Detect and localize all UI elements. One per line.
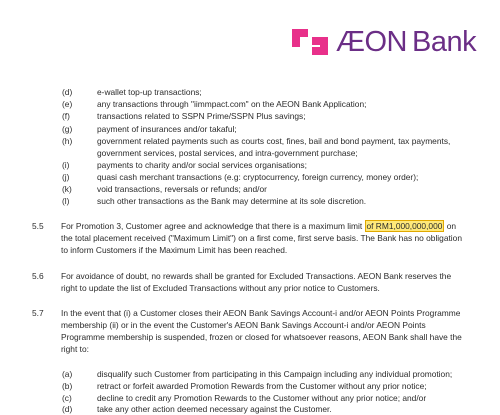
list-item-text: retract or forfeit awarded Promotion Rewards from the Customer without any prior notice; [97, 381, 427, 391]
highlighted-limit: of RM1,000,000,000 [366, 221, 443, 231]
list-item-label: (l) [62, 196, 70, 206]
clause-number: 5.7 [32, 308, 44, 318]
list-item-text: government related payments such as courts cost, fines, bail and bond payment, tax payments, [97, 136, 451, 146]
list-item-text: e-wallet top-up transactions; [97, 87, 202, 97]
clause-text-line: For avoidance of doubt, no rewards shall be granted for Excluded Transactions. AEON Bank reserves the [61, 271, 452, 281]
clause-number: 5.5 [32, 221, 44, 231]
clause-text-line [61, 220, 497, 232]
brand-name-bank: Bank [412, 26, 477, 58]
list-item-text: any transactions through "iimmpact.com" on the AEON Bank Application; [97, 99, 367, 109]
list-item-label: (g) [62, 124, 73, 134]
clause-text-line: the total placement received ("Maximum Limit") on a first come, first serve basis. The Bank has no obligation [61, 233, 462, 243]
list-item-text: such other transactions as the Bank may determine at its sole discretion. [97, 196, 367, 206]
list-item-label: (j) [62, 172, 70, 182]
list-item-text: payment of insurances and/or takaful; [97, 124, 237, 134]
list-item-text: decline to credit any Promotion Rewards to the Customer without any prior notice; and/or [97, 393, 427, 403]
clause-text-line: In the event that (i) a Customer closes their AEON Bank Savings Account-i and/or AEON Points Programme [61, 308, 461, 318]
clause-text-line: right to update the list of Excluded Transactions without any prior notice to Customers. [61, 283, 380, 293]
list-item-text: transactions related to SSPN Prime/SSPN Plus savings; [97, 111, 306, 121]
clause-text-line: to inform Customers if the Maximum Limit has been reached. [61, 245, 288, 255]
list-item-label: (c) [62, 393, 72, 403]
clause-text-line: right to: [61, 344, 89, 354]
list-item-text: quasi cash merchant transactions (e.g: cryptocurrency, foreign currency, money order); [97, 172, 419, 182]
brand-name-aeon: ÆON [336, 26, 407, 58]
list-item-label: (f) [62, 111, 70, 121]
clause-text-line: membership (ii) or in the event the Customer's AEON Bank Savings Account-i and/or AEON Points [61, 320, 426, 330]
list-item-text: disqualify such Customer from participating in this Campaign including any individual promotion; [97, 369, 453, 379]
list-item-label: (e) [62, 99, 73, 109]
list-item-label: (h) [62, 136, 73, 146]
list-item-label: (d) [62, 404, 73, 414]
list-item-label: (a) [62, 369, 73, 379]
clause-text-segment: For Promotion 3, Customer agree and acknowledge that there is a maximum limit [61, 221, 365, 231]
list-item-text: payments to charity and/or social services organisations; [97, 160, 307, 170]
clause-number: 5.6 [32, 271, 44, 281]
list-item-text: take any other action deemed necessary against the Customer. [97, 404, 332, 414]
list-item-label: (d) [62, 87, 73, 97]
list-item-text: void transactions, reversals or refunds; and/or [97, 184, 267, 194]
clause-text-segment: on [444, 221, 457, 231]
list-item-label: (k) [62, 184, 72, 194]
list-item-label: (i) [62, 160, 70, 170]
list-item-text: government services, postal services, and intra-government purchase; [97, 148, 358, 158]
clause-text-line: Programme membership is suspended, frozen or closed for whatsoever reasons, AEON Bank shall have the [61, 332, 462, 342]
list-item-label: (b) [62, 381, 73, 391]
